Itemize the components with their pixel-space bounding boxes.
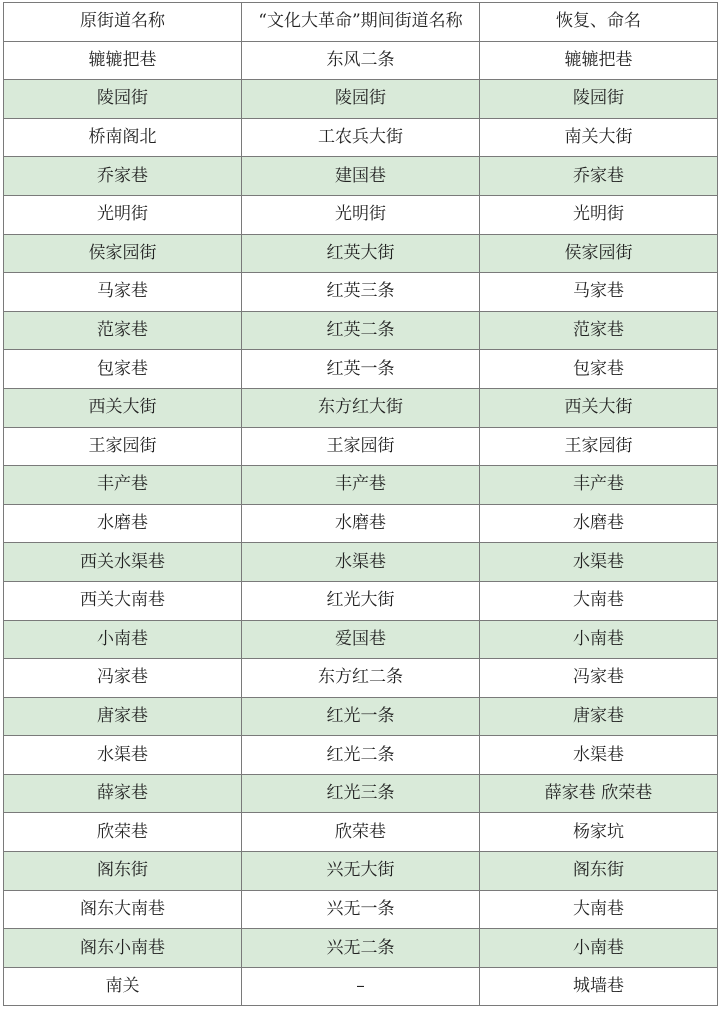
cell-original-name: 侯家园街 xyxy=(4,234,242,273)
cell-original-name: 水磨巷 xyxy=(4,504,242,543)
cell-cultural-revolution-name: 陵园街 xyxy=(242,80,480,119)
cell-original-name: 西关大南巷 xyxy=(4,581,242,620)
table-row xyxy=(4,273,718,312)
cell-restored-name: 辘辘把巷 xyxy=(480,41,718,80)
cell-restored-name: 西关大街 xyxy=(480,388,718,427)
cell-original-name: 唐家巷 xyxy=(4,697,242,736)
cell-cultural-revolution-name: 丰产巷 xyxy=(242,466,480,505)
table-row xyxy=(4,388,718,427)
cell-restored-name: 唐家巷 xyxy=(480,697,718,736)
table-row xyxy=(4,697,718,736)
cell-cultural-revolution-name: 红英三条 xyxy=(242,273,480,312)
cell-restored-name: 陵园街 xyxy=(480,80,718,119)
table-row xyxy=(4,813,718,852)
cell-original-name: 光明街 xyxy=(4,195,242,234)
cell-cultural-revolution-name: – xyxy=(242,967,480,1006)
cell-restored-name: 小南巷 xyxy=(480,929,718,968)
cell-restored-name: 光明街 xyxy=(480,195,718,234)
cell-cultural-revolution-name: 东风二条 xyxy=(242,41,480,80)
cell-cultural-revolution-name: 红光一条 xyxy=(242,697,480,736)
cell-restored-name: 大南巷 xyxy=(480,581,718,620)
street-name-table xyxy=(3,2,718,1006)
cell-restored-name: 乔家巷 xyxy=(480,157,718,196)
table-row xyxy=(4,736,718,775)
table-row xyxy=(4,157,718,196)
table-row xyxy=(4,774,718,813)
cell-cultural-revolution-name: 水渠巷 xyxy=(242,543,480,582)
cell-original-name: 马家巷 xyxy=(4,273,242,312)
table-row xyxy=(4,41,718,80)
cell-original-name: 桥南阁北 xyxy=(4,118,242,157)
table-row xyxy=(4,504,718,543)
cell-cultural-revolution-name: 兴无一条 xyxy=(242,890,480,929)
cell-restored-name: 南关大街 xyxy=(480,118,718,157)
table-row xyxy=(4,350,718,389)
table-row xyxy=(4,620,718,659)
cell-restored-name: 王家园街 xyxy=(480,427,718,466)
cell-original-name: 水渠巷 xyxy=(4,736,242,775)
cell-original-name: 薛家巷 xyxy=(4,774,242,813)
cell-original-name: 阁东大南巷 xyxy=(4,890,242,929)
cell-cultural-revolution-name: 红英大街 xyxy=(242,234,480,273)
cell-original-name: 包家巷 xyxy=(4,350,242,389)
table-header-row xyxy=(4,3,718,42)
table-row xyxy=(4,929,718,968)
cell-cultural-revolution-name: 红光大街 xyxy=(242,581,480,620)
table-row xyxy=(4,234,718,273)
cell-restored-name: 杨家坑 xyxy=(480,813,718,852)
cell-cultural-revolution-name: 红英二条 xyxy=(242,311,480,350)
table-row xyxy=(4,427,718,466)
cell-original-name: 范家巷 xyxy=(4,311,242,350)
table-row xyxy=(4,118,718,157)
header-original-name: 原街道名称 xyxy=(4,3,242,42)
cell-restored-name: 薛家巷 欣荣巷 xyxy=(480,774,718,813)
cell-cultural-revolution-name: 红英一条 xyxy=(242,350,480,389)
table-row xyxy=(4,659,718,698)
cell-cultural-revolution-name: 王家园街 xyxy=(242,427,480,466)
cell-cultural-revolution-name: 光明街 xyxy=(242,195,480,234)
cell-restored-name: 侯家园街 xyxy=(480,234,718,273)
cell-restored-name: 范家巷 xyxy=(480,311,718,350)
cell-restored-name: 马家巷 xyxy=(480,273,718,312)
cell-original-name: 陵园街 xyxy=(4,80,242,119)
cell-original-name: 阁东街 xyxy=(4,852,242,891)
cell-original-name: 小南巷 xyxy=(4,620,242,659)
cell-original-name: 阁东小南巷 xyxy=(4,929,242,968)
cell-restored-name: 水磨巷 xyxy=(480,504,718,543)
cell-cultural-revolution-name: 兴无大街 xyxy=(242,852,480,891)
header-cultural-revolution-name: “文化大革命”期间街道名称 xyxy=(242,3,480,42)
cell-cultural-revolution-name: 红光二条 xyxy=(242,736,480,775)
cell-restored-name: 城墙巷 xyxy=(480,967,718,1006)
table-row xyxy=(4,311,718,350)
table-row xyxy=(4,195,718,234)
cell-original-name: 冯家巷 xyxy=(4,659,242,698)
cell-cultural-revolution-name: 建国巷 xyxy=(242,157,480,196)
cell-cultural-revolution-name: 工农兵大街 xyxy=(242,118,480,157)
cell-cultural-revolution-name: 东方红大街 xyxy=(242,388,480,427)
cell-original-name: 王家园街 xyxy=(4,427,242,466)
table-row xyxy=(4,890,718,929)
table-row xyxy=(4,543,718,582)
cell-cultural-revolution-name: 爱国巷 xyxy=(242,620,480,659)
cell-original-name: 欣荣巷 xyxy=(4,813,242,852)
cell-cultural-revolution-name: 水磨巷 xyxy=(242,504,480,543)
cell-cultural-revolution-name: 欣荣巷 xyxy=(242,813,480,852)
cell-original-name: 辘辘把巷 xyxy=(4,41,242,80)
cell-restored-name: 大南巷 xyxy=(480,890,718,929)
cell-original-name: 南关 xyxy=(4,967,242,1006)
cell-original-name: 西关大街 xyxy=(4,388,242,427)
table-row xyxy=(4,967,718,1006)
header-restored-name: 恢复、命名 xyxy=(480,3,718,42)
cell-original-name: 西关水渠巷 xyxy=(4,543,242,582)
cell-cultural-revolution-name: 兴无二条 xyxy=(242,929,480,968)
cell-cultural-revolution-name: 东方红二条 xyxy=(242,659,480,698)
table-body xyxy=(4,41,718,1006)
table-row xyxy=(4,466,718,505)
cell-restored-name: 丰产巷 xyxy=(480,466,718,505)
table-row xyxy=(4,80,718,119)
table-row xyxy=(4,852,718,891)
cell-cultural-revolution-name: 红光三条 xyxy=(242,774,480,813)
cell-restored-name: 冯家巷 xyxy=(480,659,718,698)
cell-restored-name: 包家巷 xyxy=(480,350,718,389)
cell-original-name: 乔家巷 xyxy=(4,157,242,196)
cell-original-name: 丰产巷 xyxy=(4,466,242,505)
cell-restored-name: 水渠巷 xyxy=(480,736,718,775)
cell-restored-name: 阁东街 xyxy=(480,852,718,891)
cell-restored-name: 小南巷 xyxy=(480,620,718,659)
table-row xyxy=(4,581,718,620)
cell-restored-name: 水渠巷 xyxy=(480,543,718,582)
